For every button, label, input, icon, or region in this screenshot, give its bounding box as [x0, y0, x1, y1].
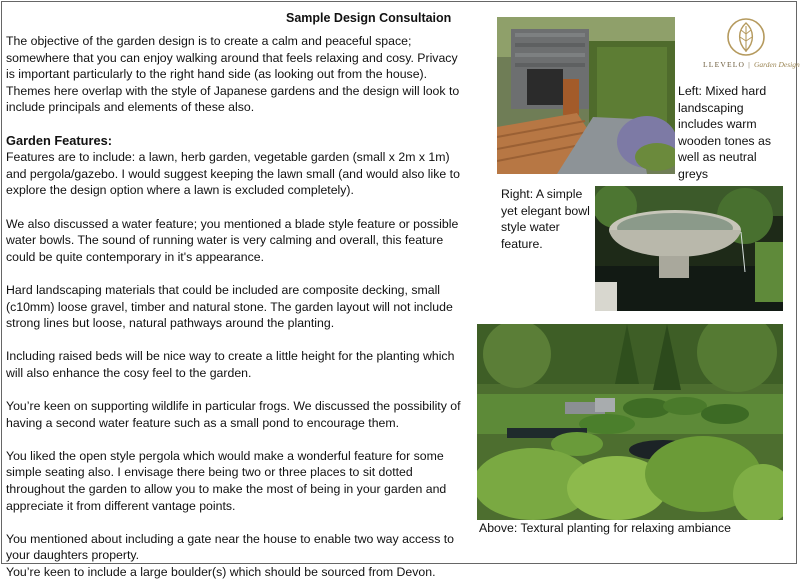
raised-beds-paragraph: Including raised beds will be nice way to create a little height for the planting which will also enhance the cosy feel to the garden. [6, 349, 455, 380]
pergola-paragraph: You liked the open style pergola which would make a wonderful feature for some simple seating also. I envisage there being two or three places to sit dotted throughout the garden to allow you to make the most of being in your garden and appreciate it from different vantage points. [6, 448, 447, 513]
textural-planting-photo [477, 324, 783, 520]
consultation-text [6, 33, 468, 581]
logo-brand: LLEVELO [703, 60, 746, 69]
logo-tagline: Garden Design [754, 60, 800, 69]
wildlife-paragraph: You’re keen on supporting wildlife in particular frogs. We discussed the possibility of having a second water feature such as a small pond to encourage them. [6, 399, 461, 430]
intro-paragraph: The objective of the garden design is to create a calm and peaceful space; somewhere that you can enjoy walking around that feels relaxing and cosy. Privacy is important particularly to the right hand side (as looking out from the house). Themes here overlap with the style of Japanese gardens and the design will look to include principals and elements of these also. [6, 34, 460, 115]
page-title: Sample Design Consultaion [286, 11, 452, 25]
leaf-logo-icon [703, 14, 789, 60]
gate-paragraph: You mentioned about including a gate near the house to enable two way access to your daughters property. [6, 531, 455, 563]
features-heading: Garden Features: [6, 132, 112, 148]
caption-left: Left: Mixed hard landscaping includes warm wooden tones as well as neutral greys [678, 84, 771, 181]
logo-wordmark: LLEVELO | Garden Design [703, 60, 800, 69]
llevelo-logo [703, 14, 789, 84]
caption-above: Above: Textural planting for relaxing ambiance [479, 521, 732, 535]
water-paragraph: We also discussed a water feature; you mentioned a blade style feature or possible water bowls. The sound of running water is very calming and overall, this feature could be quite contemporary in it's appearance. [6, 216, 459, 264]
caption-right: Right: A simple yet elegant bowl style water feature. [501, 187, 590, 251]
water-bowl-photo [595, 186, 783, 311]
features-paragraph: Features are to include: a lawn, herb garden, vegetable garden (small x 2m x 1m) and pergola/gazebo. I would suggest keeping the lawn small (and would also like to explore the design option where a lawn is excluded completely). [6, 150, 460, 198]
boulder-paragraph: You’re keen to include a large boulder(s) which should be sourced from Devon. [6, 565, 436, 579]
hard-landscaping-paragraph: Hard landscaping materials that could be included are composite decking, small (c10mm) loose gravel, timber and natural stone. The garden layout will not include strong lines but loose, natural pathways around the planting. [6, 282, 453, 331]
hard-landscaping-photo [497, 17, 675, 174]
